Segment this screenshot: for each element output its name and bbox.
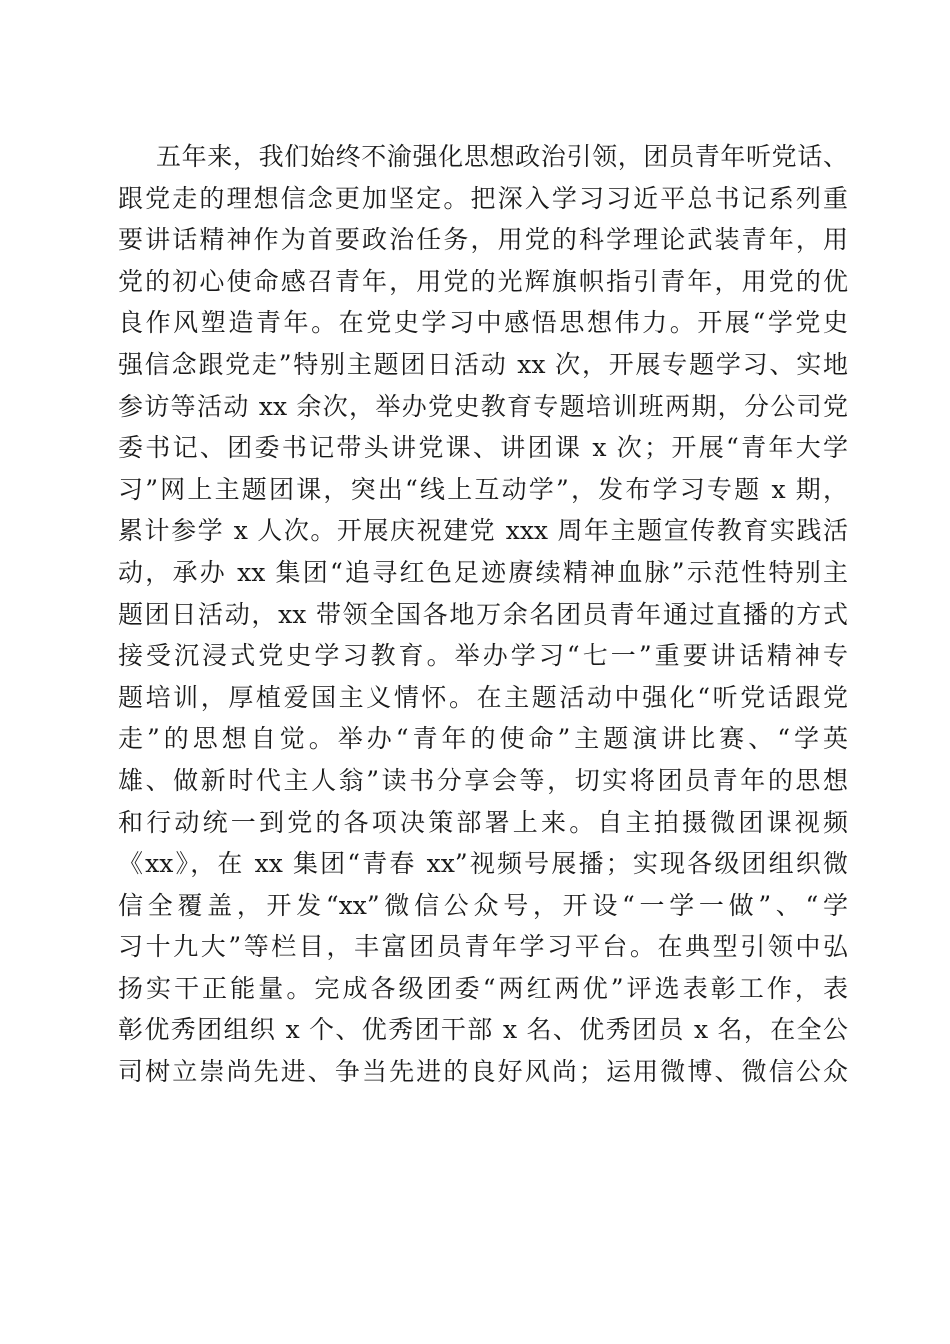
paragraph-line: 累计参学 x 人次。开展庆祝建党 xxx 周年主题宣传教育实践活 [118, 516, 848, 546]
body-paragraph [118, 136, 848, 1093]
paragraph-line: 扬实干正能量。完成各级团委“两红两优”评选表彰工作，表 [118, 973, 848, 1003]
paragraph-line: 参访等活动 xx 余次，举办党史教育专题培训班两期，分公司党 [118, 391, 848, 421]
paragraph-line: 委书记、团委书记带头讲党课、讲团课 x 次；开展“青年大学 [118, 433, 848, 463]
paragraph-line: 信全覆盖，开发“xx”微信公众号，开设“一学一做”、“学 [118, 890, 848, 920]
paragraph-line: 接受沉浸式党史学习教育。举办学习“七一”重要讲话精神专 [118, 641, 848, 671]
paragraph-line: 走”的思想自觉。举办“青年的使命”主题演讲比赛、“学英 [118, 724, 848, 754]
paragraph-line: 雄、做新时代主人翁”读书分享会等，切实将团员青年的思想 [118, 765, 848, 795]
paragraph-line: 跟党走的理想信念更加坚定。把深入学习习近平总书记系列重 [118, 183, 848, 213]
paragraph-line: 题培训，厚植爱国主义情怀。在主题活动中强化“听党话跟党 [118, 682, 848, 712]
paragraph-line: 司树立崇尚先进、争当先进的良好风尚；运用微博、微信公众 [118, 1057, 848, 1087]
paragraph-line: 强信念跟党走”特别主题团日活动 xx 次，开展专题学习、实地 [118, 349, 848, 379]
paragraph-line: 五年来，我们始终不渝强化思想政治引领，团员青年听党话、 [156, 142, 848, 171]
paragraph-line: 《xx》，在 xx 集团“青春 xx”视频号展播；实现各级团组织微 [118, 849, 848, 879]
paragraph-line: 党的初心使命感召青年，用党的光辉旗帜指引青年，用党的优 [118, 266, 848, 296]
paragraph-line: 习十九大”等栏目，丰富团员青年学习平台。在典型引领中弘 [118, 932, 848, 962]
paragraph-line: 彰优秀团组织 x 个、优秀团干部 x 名、优秀团员 x 名，在全公 [118, 1015, 848, 1045]
paragraph-line: 动，承办 xx 集团“追寻红色足迹赓续精神血脉”示范性特别主 [118, 557, 848, 587]
paragraph-line: 题团日活动，xx 带领全国各地万余名团员青年通过直播的方式 [118, 599, 848, 629]
paragraph-line: 习”网上主题团课，突出“线上互动学”，发布学习专题 x 期， [118, 474, 848, 504]
paragraph-line: 良作风塑造青年。在党史学习中感悟思想伟力。开展“学党史 [118, 308, 848, 338]
paragraph-line: 和行动统一到党的各项决策部署上来。自主拍摄微团课视频 [118, 807, 848, 837]
paragraph-line: 要讲话精神作为首要政治任务，用党的科学理论武装青年，用 [118, 225, 848, 255]
